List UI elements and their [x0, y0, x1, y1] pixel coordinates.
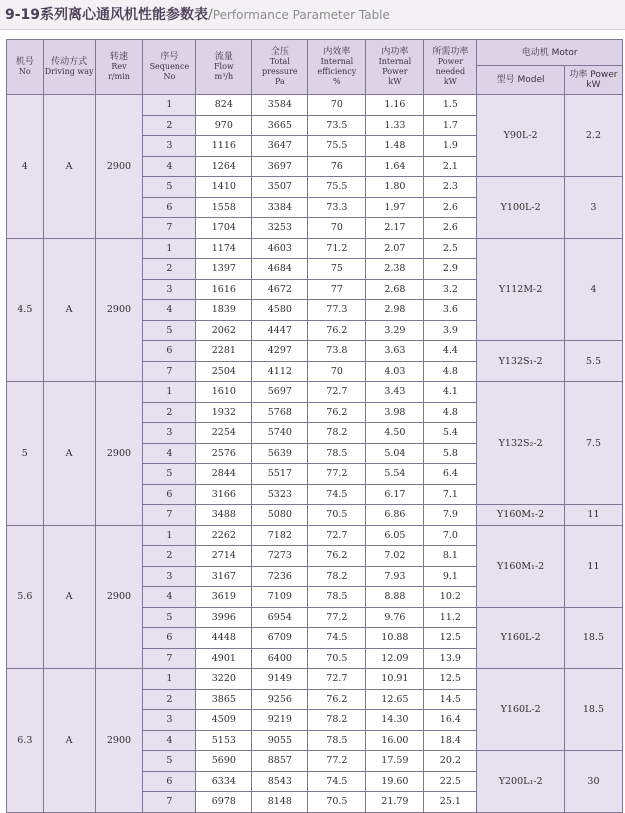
- internal-power-cell: 1.16: [366, 95, 424, 116]
- pressure-cell: 7109: [252, 587, 308, 608]
- power-needed-cell: 1.5: [424, 95, 477, 116]
- header-flow: 流量 Flow m³/h: [196, 40, 252, 95]
- efficiency-cell: 73.5: [308, 115, 366, 136]
- header-sequence: 序号 Sequence No: [143, 40, 196, 95]
- internal-power-cell: 5.54: [366, 464, 424, 485]
- power-needed-cell: 1.9: [424, 136, 477, 157]
- efficiency-cell: 70: [308, 361, 366, 382]
- table-row: [7, 525, 623, 546]
- pressure-cell: 4297: [252, 341, 308, 362]
- internal-power-cell: 4.50: [366, 423, 424, 444]
- efficiency-cell: 78.2: [308, 566, 366, 587]
- power-needed-cell: 14.5: [424, 689, 477, 710]
- motor-model-cell: Y160M₁-2: [477, 525, 565, 607]
- fan-number-cell: 5.6: [7, 525, 44, 669]
- pressure-cell: 6400: [252, 648, 308, 669]
- pressure-cell: 4603: [252, 238, 308, 259]
- flow-cell: 2254: [196, 423, 252, 444]
- flow-cell: 3619: [196, 587, 252, 608]
- fan-number-cell: 5: [7, 382, 44, 526]
- driving-way-cell: A: [43, 669, 95, 813]
- power-needed-cell: 3.6: [424, 300, 477, 321]
- power-needed-cell: 4.8: [424, 402, 477, 423]
- flow-cell: 3865: [196, 689, 252, 710]
- internal-power-cell: 1.97: [366, 197, 424, 218]
- rev-cell: 2900: [95, 669, 143, 813]
- sequence-cell: 2: [143, 402, 196, 423]
- flow-cell: 4901: [196, 648, 252, 669]
- internal-power-cell: 3.43: [366, 382, 424, 403]
- rev-cell: 2900: [95, 525, 143, 669]
- efficiency-cell: 78.5: [308, 730, 366, 751]
- internal-power-cell: 2.38: [366, 259, 424, 280]
- power-needed-cell: 7.0: [424, 525, 477, 546]
- pressure-cell: 8543: [252, 771, 308, 792]
- sequence-cell: 4: [143, 730, 196, 751]
- title-chinese: 9-19系列离心通风机性能参数表: [5, 7, 209, 23]
- table-row: [7, 669, 623, 690]
- pressure-cell: 5740: [252, 423, 308, 444]
- internal-power-cell: 12.65: [366, 689, 424, 710]
- power-needed-cell: 12.5: [424, 628, 477, 649]
- sequence-cell: 3: [143, 423, 196, 444]
- efficiency-cell: 75: [308, 259, 366, 280]
- internal-power-cell: 3.98: [366, 402, 424, 423]
- pressure-cell: 6954: [252, 607, 308, 628]
- flow-cell: 1397: [196, 259, 252, 280]
- internal-power-cell: 1.48: [366, 136, 424, 157]
- efficiency-cell: 78.5: [308, 587, 366, 608]
- motor-model-cell: Y200L₁-2: [477, 751, 565, 813]
- power-needed-cell: 9.1: [424, 566, 477, 587]
- sequence-cell: 7: [143, 361, 196, 382]
- motor-model-cell: Y90L-2: [477, 95, 565, 177]
- title-bar: [0, 0, 625, 30]
- flow-cell: 5153: [196, 730, 252, 751]
- power-needed-cell: 3.2: [424, 279, 477, 300]
- table-body: [7, 95, 623, 813]
- pressure-cell: 5697: [252, 382, 308, 403]
- motor-power-cell: 18.5: [564, 669, 622, 751]
- internal-power-cell: 4.03: [366, 361, 424, 382]
- motor-model-cell: Y100L-2: [477, 177, 565, 239]
- pressure-cell: 3253: [252, 218, 308, 239]
- pressure-cell: 9219: [252, 710, 308, 731]
- sequence-cell: 1: [143, 382, 196, 403]
- internal-power-cell: 1.64: [366, 156, 424, 177]
- pressure-cell: 4672: [252, 279, 308, 300]
- sequence-cell: 6: [143, 628, 196, 649]
- power-needed-cell: 16.4: [424, 710, 477, 731]
- sequence-cell: 4: [143, 443, 196, 464]
- flow-cell: 1174: [196, 238, 252, 259]
- power-needed-cell: 2.1: [424, 156, 477, 177]
- internal-power-cell: 2.07: [366, 238, 424, 259]
- efficiency-cell: 74.5: [308, 484, 366, 505]
- sequence-cell: 1: [143, 669, 196, 690]
- flow-cell: 3488: [196, 505, 252, 526]
- power-needed-cell: 2.9: [424, 259, 477, 280]
- flow-cell: 2714: [196, 546, 252, 567]
- power-needed-cell: 18.4: [424, 730, 477, 751]
- sequence-cell: 6: [143, 341, 196, 362]
- efficiency-cell: 75.5: [308, 136, 366, 157]
- header-internal-power: 内功率 Internal Power kW: [366, 40, 424, 95]
- power-needed-cell: 11.2: [424, 607, 477, 628]
- power-needed-cell: 2.6: [424, 218, 477, 239]
- efficiency-cell: 72.7: [308, 669, 366, 690]
- sequence-cell: 1: [143, 525, 196, 546]
- power-needed-cell: 5.8: [424, 443, 477, 464]
- efficiency-cell: 78.2: [308, 423, 366, 444]
- flow-cell: 2576: [196, 443, 252, 464]
- internal-power-cell: 7.02: [366, 546, 424, 567]
- title-divider: [0, 29, 625, 30]
- flow-cell: 1558: [196, 197, 252, 218]
- pressure-cell: 3584: [252, 95, 308, 116]
- power-needed-cell: 3.9: [424, 320, 477, 341]
- power-needed-cell: 4.1: [424, 382, 477, 403]
- internal-power-cell: 6.17: [366, 484, 424, 505]
- internal-power-cell: 1.80: [366, 177, 424, 198]
- sequence-cell: 2: [143, 689, 196, 710]
- power-needed-cell: 20.2: [424, 751, 477, 772]
- sequence-cell: 1: [143, 238, 196, 259]
- flow-cell: 970: [196, 115, 252, 136]
- motor-power-cell: 3: [564, 177, 622, 239]
- pressure-cell: 3647: [252, 136, 308, 157]
- flow-cell: 4448: [196, 628, 252, 649]
- internal-power-cell: 17.59: [366, 751, 424, 772]
- pressure-cell: 8148: [252, 792, 308, 813]
- internal-power-cell: 12.09: [366, 648, 424, 669]
- flow-cell: 3166: [196, 484, 252, 505]
- power-needed-cell: 2.6: [424, 197, 477, 218]
- pressure-cell: 5768: [252, 402, 308, 423]
- motor-power-cell: 4: [564, 238, 622, 341]
- power-needed-cell: 13.9: [424, 648, 477, 669]
- motor-power-cell: 30: [564, 751, 622, 813]
- flow-cell: 2262: [196, 525, 252, 546]
- flow-cell: 6334: [196, 771, 252, 792]
- internal-power-cell: 3.29: [366, 320, 424, 341]
- efficiency-cell: 76.2: [308, 546, 366, 567]
- efficiency-cell: 77.2: [308, 751, 366, 772]
- sequence-cell: 3: [143, 710, 196, 731]
- efficiency-cell: 76.2: [308, 402, 366, 423]
- header-no: 机号 No: [7, 40, 44, 95]
- flow-cell: 3996: [196, 607, 252, 628]
- sequence-cell: 2: [143, 259, 196, 280]
- internal-power-cell: 19.60: [366, 771, 424, 792]
- pressure-cell: 3697: [252, 156, 308, 177]
- page-title: [5, 6, 390, 24]
- table-row: [7, 238, 623, 259]
- sequence-cell: 6: [143, 771, 196, 792]
- sequence-cell: 5: [143, 464, 196, 485]
- internal-power-cell: 10.91: [366, 669, 424, 690]
- internal-power-cell: 2.68: [366, 279, 424, 300]
- flow-cell: 2504: [196, 361, 252, 382]
- flow-cell: 2281: [196, 341, 252, 362]
- rev-cell: 2900: [95, 238, 143, 382]
- efficiency-cell: 76.2: [308, 689, 366, 710]
- efficiency-cell: 72.7: [308, 525, 366, 546]
- pressure-cell: 8857: [252, 751, 308, 772]
- power-needed-cell: 4.4: [424, 341, 477, 362]
- sequence-cell: 5: [143, 751, 196, 772]
- driving-way-cell: A: [43, 525, 95, 669]
- header-driving-way: 传动方式 Driving way: [43, 40, 95, 95]
- sequence-cell: 5: [143, 607, 196, 628]
- title-separator: /: [208, 7, 213, 23]
- table-header: [7, 40, 623, 95]
- flow-cell: 4509: [196, 710, 252, 731]
- power-needed-cell: 10.2: [424, 587, 477, 608]
- sequence-cell: 7: [143, 792, 196, 813]
- sequence-cell: 6: [143, 484, 196, 505]
- internal-power-cell: 5.04: [366, 443, 424, 464]
- efficiency-cell: 76: [308, 156, 366, 177]
- efficiency-cell: 71.2: [308, 238, 366, 259]
- sequence-cell: 4: [143, 156, 196, 177]
- flow-cell: 1610: [196, 382, 252, 403]
- pressure-cell: 7182: [252, 525, 308, 546]
- table-row: [7, 382, 623, 403]
- internal-power-cell: 21.79: [366, 792, 424, 813]
- flow-cell: 6978: [196, 792, 252, 813]
- flow-cell: 3220: [196, 669, 252, 690]
- efficiency-cell: 74.5: [308, 771, 366, 792]
- efficiency-cell: 77.2: [308, 464, 366, 485]
- motor-power-cell: 18.5: [564, 607, 622, 669]
- pressure-cell: 9256: [252, 689, 308, 710]
- internal-power-cell: 1.33: [366, 115, 424, 136]
- sequence-cell: 3: [143, 136, 196, 157]
- pressure-cell: 3665: [252, 115, 308, 136]
- efficiency-cell: 73.8: [308, 341, 366, 362]
- driving-way-cell: A: [43, 95, 95, 239]
- pressure-cell: 5080: [252, 505, 308, 526]
- flow-cell: 2844: [196, 464, 252, 485]
- motor-power-cell: 5.5: [564, 341, 622, 382]
- power-needed-cell: 7.1: [424, 484, 477, 505]
- title-english: Performance Parameter Table: [212, 8, 390, 22]
- table-row: [7, 95, 623, 116]
- motor-power-cell: 11: [564, 525, 622, 607]
- sequence-cell: 3: [143, 566, 196, 587]
- internal-power-cell: 14.30: [366, 710, 424, 731]
- rev-cell: 2900: [95, 95, 143, 239]
- sequence-cell: 2: [143, 546, 196, 567]
- power-needed-cell: 25.1: [424, 792, 477, 813]
- header-motor: 电动机 Motor: [477, 40, 623, 66]
- sequence-cell: 1: [143, 95, 196, 116]
- sequence-cell: 7: [143, 218, 196, 239]
- sequence-cell: 7: [143, 505, 196, 526]
- power-needed-cell: 22.5: [424, 771, 477, 792]
- efficiency-cell: 77.2: [308, 607, 366, 628]
- power-needed-cell: 2.5: [424, 238, 477, 259]
- header-total-pressure: 全压 Total pressure Pa: [252, 40, 308, 95]
- internal-power-cell: 9.76: [366, 607, 424, 628]
- sequence-cell: 4: [143, 300, 196, 321]
- pressure-cell: 4684: [252, 259, 308, 280]
- internal-power-cell: 6.86: [366, 505, 424, 526]
- efficiency-cell: 70: [308, 95, 366, 116]
- sequence-cell: 3: [143, 279, 196, 300]
- flow-cell: 5690: [196, 751, 252, 772]
- rev-cell: 2900: [95, 382, 143, 526]
- sequence-cell: 4: [143, 587, 196, 608]
- header-internal-efficiency: 内效率 Internal efficiency %: [308, 40, 366, 95]
- flow-cell: 824: [196, 95, 252, 116]
- efficiency-cell: 70.5: [308, 505, 366, 526]
- pressure-cell: 9055: [252, 730, 308, 751]
- power-needed-cell: 6.4: [424, 464, 477, 485]
- flow-cell: 1932: [196, 402, 252, 423]
- internal-power-cell: 10.88: [366, 628, 424, 649]
- header-motor-model: 型号 Model: [477, 66, 565, 95]
- driving-way-cell: A: [43, 382, 95, 526]
- power-needed-cell: 5.4: [424, 423, 477, 444]
- efficiency-cell: 76.2: [308, 320, 366, 341]
- flow-cell: 1116: [196, 136, 252, 157]
- pressure-cell: 6709: [252, 628, 308, 649]
- internal-power-cell: 3.63: [366, 341, 424, 362]
- internal-power-cell: 7.93: [366, 566, 424, 587]
- power-needed-cell: 1.7: [424, 115, 477, 136]
- efficiency-cell: 74.5: [308, 628, 366, 649]
- sequence-cell: 5: [143, 177, 196, 198]
- motor-model-cell: Y160L-2: [477, 669, 565, 751]
- efficiency-cell: 73.3: [308, 197, 366, 218]
- flow-cell: 1839: [196, 300, 252, 321]
- motor-power-cell: 7.5: [564, 382, 622, 505]
- pressure-cell: 4447: [252, 320, 308, 341]
- efficiency-cell: 72.7: [308, 382, 366, 403]
- efficiency-cell: 70: [308, 218, 366, 239]
- motor-power-cell: 2.2: [564, 95, 622, 177]
- efficiency-cell: 70.5: [308, 792, 366, 813]
- internal-power-cell: 2.98: [366, 300, 424, 321]
- pressure-cell: 5639: [252, 443, 308, 464]
- pressure-cell: 7236: [252, 566, 308, 587]
- pressure-cell: 3384: [252, 197, 308, 218]
- internal-power-cell: 16.00: [366, 730, 424, 751]
- pressure-cell: 4112: [252, 361, 308, 382]
- pressure-cell: 5323: [252, 484, 308, 505]
- efficiency-cell: 77: [308, 279, 366, 300]
- pressure-cell: 3507: [252, 177, 308, 198]
- internal-power-cell: 8.88: [366, 587, 424, 608]
- header-rev: 转速 Rev r/min: [95, 40, 143, 95]
- pressure-cell: 4580: [252, 300, 308, 321]
- fan-number-cell: 4: [7, 95, 44, 239]
- flow-cell: 1616: [196, 279, 252, 300]
- sequence-cell: 6: [143, 197, 196, 218]
- driving-way-cell: A: [43, 238, 95, 382]
- power-needed-cell: 2.3: [424, 177, 477, 198]
- efficiency-cell: 75.5: [308, 177, 366, 198]
- power-needed-cell: 12.5: [424, 669, 477, 690]
- sequence-cell: 2: [143, 115, 196, 136]
- power-needed-cell: 8.1: [424, 546, 477, 567]
- efficiency-cell: 78.2: [308, 710, 366, 731]
- power-needed-cell: 7.9: [424, 505, 477, 526]
- pressure-cell: 9149: [252, 669, 308, 690]
- fan-number-cell: 4.5: [7, 238, 44, 382]
- efficiency-cell: 78.5: [308, 443, 366, 464]
- internal-power-cell: 2.17: [366, 218, 424, 239]
- flow-cell: 1264: [196, 156, 252, 177]
- flow-cell: 1704: [196, 218, 252, 239]
- fan-number-cell: 6.3: [7, 669, 44, 813]
- efficiency-cell: 77.3: [308, 300, 366, 321]
- header-power-needed: 所需功率 Power needed kW: [424, 40, 477, 95]
- flow-cell: 1410: [196, 177, 252, 198]
- pressure-cell: 7273: [252, 546, 308, 567]
- flow-cell: 2062: [196, 320, 252, 341]
- motor-model-cell: Y132S₁-2: [477, 341, 565, 382]
- header-motor-power: 功率 Power kW: [564, 66, 622, 95]
- motor-model-cell: Y160M₁-2: [477, 505, 565, 526]
- power-needed-cell: 4.8: [424, 361, 477, 382]
- sequence-cell: 5: [143, 320, 196, 341]
- motor-model-cell: Y160L-2: [477, 607, 565, 669]
- motor-model-cell: Y132S₂-2: [477, 382, 565, 505]
- sequence-cell: 7: [143, 648, 196, 669]
- flow-cell: 3167: [196, 566, 252, 587]
- pressure-cell: 5517: [252, 464, 308, 485]
- performance-table: [6, 39, 623, 813]
- internal-power-cell: 6.05: [366, 525, 424, 546]
- efficiency-cell: 70.5: [308, 648, 366, 669]
- motor-model-cell: Y112M-2: [477, 238, 565, 341]
- motor-power-cell: 11: [564, 505, 622, 526]
